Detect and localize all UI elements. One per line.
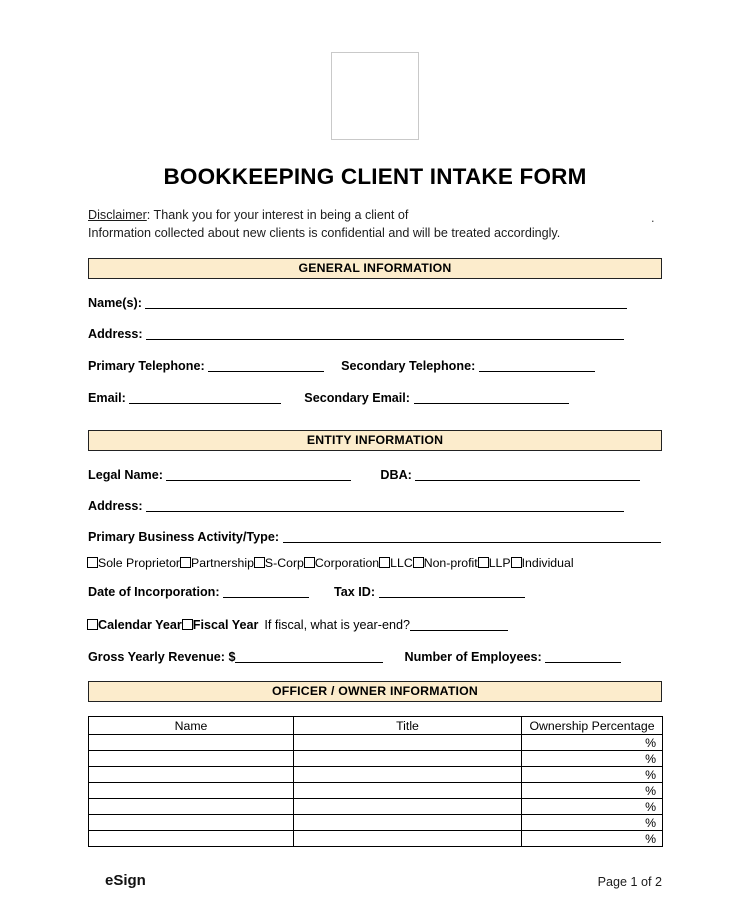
input-secondary-email[interactable] [414,391,569,404]
cell-ownership-percentage[interactable]: % [522,783,663,799]
label-secondary-email: Secondary Email: [304,391,410,405]
field-row-legal-name-dba [88,468,640,482]
table-row [89,767,663,783]
section-header-entity-information: ENTITY INFORMATION [88,430,662,451]
input-address[interactable] [146,327,624,340]
label-non-profit: Non-profit [423,556,478,570]
label-primary-business-activity: Primary Business Activity/Type: [88,530,280,544]
page-title: BOOKKEEPING CLIENT INTAKE FORM [163,164,587,189]
column-header-title: Title [294,717,522,735]
label-email: Email: [88,391,126,405]
label-names: Name(s): [88,296,142,310]
field-row-telephones [88,359,595,373]
field-row-primary-business-activity [88,530,661,544]
input-primary-business-activity[interactable] [283,530,661,543]
label-corporation: Corporation [314,556,380,570]
field-row-incorporation-taxid [88,585,525,599]
label-individual: Individual [521,556,574,570]
checkbox-sole-proprietor[interactable] [87,557,98,568]
field-row-emails [88,391,569,405]
column-header-name: Name [89,717,294,735]
stray-period-mark: . [651,211,655,225]
cell-ownership-percentage[interactable]: % [522,831,663,847]
cell-owner-title[interactable] [294,815,522,831]
input-primary-telephone[interactable] [208,359,324,372]
cell-ownership-percentage[interactable]: % [522,799,663,815]
logo-placeholder[interactable] [331,52,419,140]
field-row-revenue-employees [88,650,621,664]
label-llc: LLC [390,556,413,570]
table-row [89,735,663,751]
table-row [89,799,663,815]
label-tax-id: Tax ID: [334,585,376,599]
footer-page-number: Page 1 of 2 [597,875,662,889]
checkbox-individual[interactable] [511,557,522,568]
cell-owner-name[interactable] [89,799,294,815]
label-sole-proprietor: Sole Proprietor [98,556,181,570]
checkbox-llp[interactable] [478,557,489,568]
cell-owner-title[interactable] [294,751,522,767]
label-fiscal-year: Fiscal Year [192,618,259,632]
cell-ownership-percentage[interactable]: % [522,751,663,767]
field-row-address [88,327,624,341]
footer-brand-esign: eSign [105,872,146,889]
table-row [89,751,663,767]
input-year-end[interactable] [410,618,508,631]
input-number-of-employees[interactable] [545,650,621,663]
cell-owner-name[interactable] [89,815,294,831]
cell-owner-name[interactable] [89,751,294,767]
label-year-end-question: If fiscal, what is year-end? [264,618,410,632]
input-tax-id[interactable] [379,585,525,598]
cell-ownership-percentage[interactable]: % [522,735,663,751]
section-header-officer-owner-information: OFFICER / OWNER INFORMATION [88,681,662,702]
cell-owner-name[interactable] [89,831,294,847]
label-entity-address: Address: [88,499,143,513]
label-date-of-incorporation: Date of Incorporation: [88,585,220,599]
disclaimer-line-2: Information collected about new clients is confidential and will be treated accordingly. [88,225,561,240]
label-llp: LLP [488,556,511,570]
entity-type-checkbox-group [87,556,574,570]
label-number-of-employees: Number of Employees: [404,650,542,664]
checkbox-llc[interactable] [379,557,390,568]
cell-owner-title[interactable] [294,831,522,847]
cell-owner-title[interactable] [294,799,522,815]
cell-ownership-percentage[interactable]: % [522,767,663,783]
officer-owner-table [88,716,663,847]
section-header-general-information: GENERAL INFORMATION [88,258,662,279]
input-legal-name[interactable] [166,468,351,481]
label-primary-telephone: Primary Telephone: [88,359,205,373]
label-legal-name: Legal Name: [88,468,163,482]
table-header-row [89,717,663,735]
input-secondary-telephone[interactable] [479,359,595,372]
input-date-of-incorporation[interactable] [223,585,309,598]
label-dba: DBA: [380,468,412,482]
column-header-ownership-percentage: Ownership Percentage [522,717,663,735]
cell-owner-title[interactable] [294,783,522,799]
cell-ownership-percentage[interactable]: % [522,815,663,831]
cell-owner-name[interactable] [89,783,294,799]
checkbox-fiscal-year[interactable] [182,619,193,630]
cell-owner-name[interactable] [89,735,294,751]
label-partnership: Partnership [191,556,254,570]
table-row [89,783,663,799]
label-s-corp: S-Corp [264,556,304,570]
year-type-checkbox-group [87,618,508,632]
cell-owner-title[interactable] [294,735,522,751]
field-row-names [88,296,627,310]
cell-owner-title[interactable] [294,767,522,783]
checkbox-partnership[interactable] [180,557,191,568]
cell-owner-name[interactable] [89,767,294,783]
disclaimer-label: Disclaimer [88,208,147,222]
label-gross-yearly-revenue: Gross Yearly Revenue: $ [88,650,236,664]
input-dba[interactable] [415,468,640,481]
checkbox-s-corp[interactable] [254,557,265,568]
table-row [89,831,663,847]
disclaimer-text [88,207,668,242]
label-address: Address: [88,327,143,341]
field-row-entity-address [88,499,624,513]
input-gross-yearly-revenue[interactable] [235,650,383,663]
input-entity-address[interactable] [146,499,624,512]
label-calendar-year: Calendar Year [98,618,182,632]
input-names[interactable] [145,296,627,309]
checkbox-corporation[interactable] [304,557,315,568]
input-email[interactable] [129,391,281,404]
checkbox-calendar-year[interactable] [87,619,98,630]
checkbox-non-profit[interactable] [413,557,424,568]
disclaimer-line-1: : Thank you for your interest in being a client of [146,208,409,222]
table-row [89,815,663,831]
label-secondary-telephone: Secondary Telephone: [341,359,476,373]
